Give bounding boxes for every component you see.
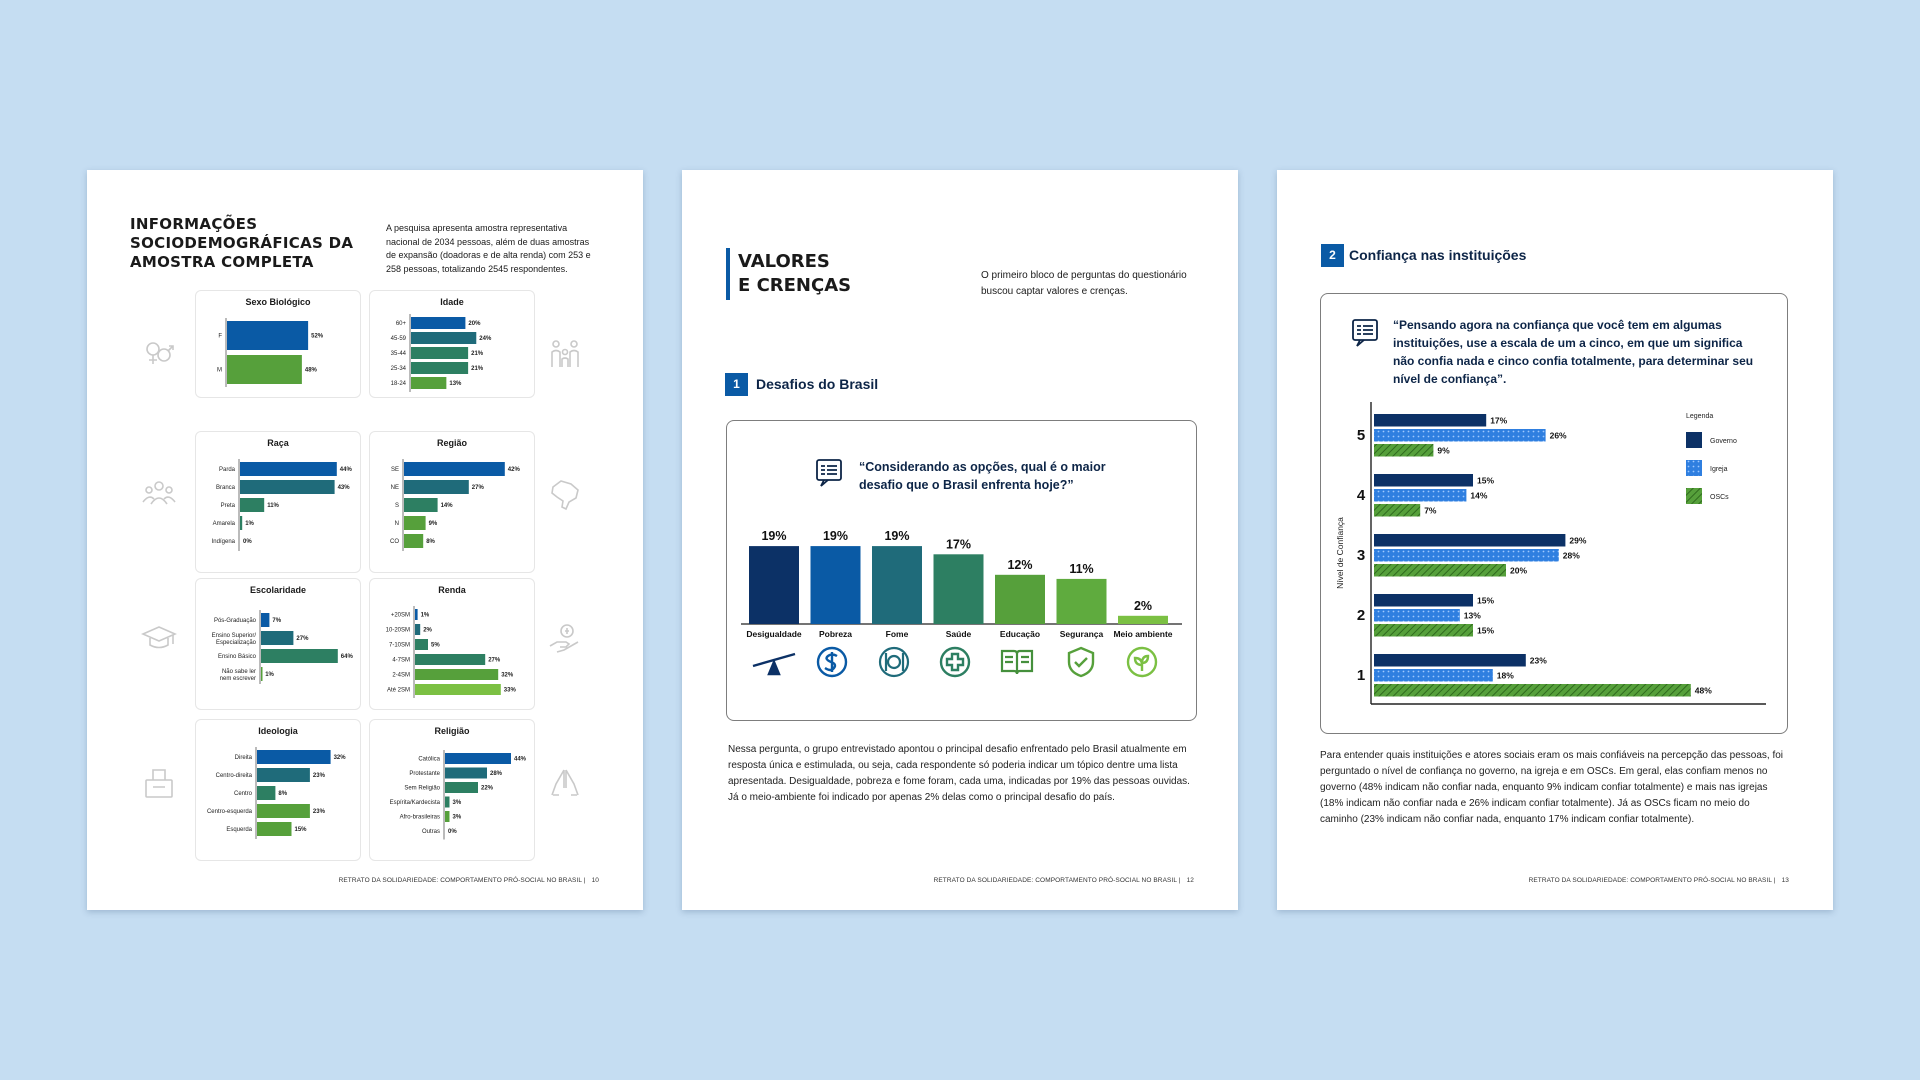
value-label: 22%	[481, 785, 494, 792]
category-label: Até 2SM	[386, 687, 410, 694]
value-label: 48%	[304, 367, 317, 374]
legend-swatch	[1686, 460, 1702, 476]
category-label: Centro-esquerda	[206, 809, 252, 815]
bar	[415, 684, 501, 695]
category-label: Fome	[885, 629, 909, 639]
value-label: 48%	[1694, 685, 1712, 696]
value-label: 27%	[471, 485, 484, 491]
chart-title: Ideologia	[258, 726, 298, 736]
level-label: 3	[1356, 547, 1366, 564]
health-cross-icon	[938, 645, 972, 684]
category-label: 35-44	[390, 351, 406, 357]
legend-label: Igreja	[1710, 466, 1728, 473]
seesaw-icon	[749, 644, 799, 683]
category-label: +20SM	[390, 612, 410, 619]
y-axis-label: Nível de Confiança	[1335, 517, 1345, 589]
dollar-icon	[815, 645, 849, 684]
chart-card-regiao	[369, 431, 535, 573]
bar-oscs	[1374, 504, 1420, 517]
category-label: Preta	[220, 503, 235, 509]
page-number: 12	[1186, 877, 1194, 884]
bar-igreja	[1374, 489, 1466, 502]
level-label: 4	[1356, 487, 1366, 504]
chart-title: Religião	[434, 726, 470, 736]
level-label: 1	[1356, 667, 1366, 684]
chart-title: Escolaridade	[249, 585, 307, 595]
page-title: INFORMAÇÕES SOCIODEMOGRÁFICAS DA AMOSTRA COMPLETA	[130, 215, 354, 271]
value-label: 0%	[243, 539, 252, 545]
value-label: 21%	[471, 366, 484, 372]
category-label: F	[218, 333, 222, 340]
shield-check-icon	[1064, 645, 1098, 684]
category-label: Direita	[234, 755, 252, 761]
category-label: Pobreza	[818, 629, 853, 639]
value-label: 32%	[501, 672, 514, 679]
bar-oscs	[1374, 564, 1506, 577]
category-label: SE	[390, 467, 399, 473]
category-label: Parda	[218, 467, 235, 473]
bar	[404, 480, 469, 494]
value-label: 8%	[426, 539, 435, 545]
bar	[1057, 579, 1107, 624]
value-label: 11%	[1069, 561, 1094, 576]
chart-card-renda	[369, 578, 535, 710]
value-label: 28%	[490, 771, 503, 777]
value-label: 52%	[311, 333, 324, 340]
legend-swatch	[1686, 488, 1702, 504]
value-label: 7%	[1424, 505, 1437, 516]
bar	[240, 498, 264, 512]
value-label: 9%	[1437, 445, 1450, 456]
chart-renda	[370, 579, 534, 709]
bar	[227, 355, 302, 384]
section-number-badge: 2	[1321, 244, 1344, 267]
value-label: 44%	[514, 756, 527, 763]
category-label: Sem Religião	[404, 785, 440, 792]
category-label: N	[394, 521, 399, 527]
bar	[445, 753, 511, 764]
category-label: Saúde	[945, 629, 972, 639]
bar-governo	[1374, 474, 1473, 487]
category-label: Centro-direita	[215, 773, 252, 779]
value-label: 28%	[1562, 550, 1580, 561]
category-label: Afro-brasileiras	[399, 814, 440, 821]
bar	[261, 649, 338, 663]
category-label: nem escrever	[219, 676, 256, 682]
bar	[404, 462, 505, 476]
category-label: Esquerda	[226, 827, 252, 833]
bar	[227, 321, 308, 350]
praying-hands-icon	[547, 765, 583, 801]
value-label: 5%	[431, 642, 440, 649]
bar	[411, 362, 468, 374]
bar	[261, 631, 293, 645]
bar	[257, 786, 275, 800]
value-label: 11%	[267, 503, 279, 509]
bar	[257, 822, 292, 836]
section-number-badge: 1	[725, 373, 748, 396]
value-label: 23%	[312, 773, 325, 779]
value-label: 20%	[468, 321, 481, 327]
bar	[445, 768, 487, 779]
category-label: Segurança	[1059, 629, 1104, 639]
value-label: 2%	[1133, 598, 1153, 613]
bar	[415, 654, 485, 665]
category-label: 45-59	[390, 336, 406, 342]
graduation-cap-icon	[141, 620, 177, 656]
page-sociodemographics	[87, 170, 643, 910]
category-label: Educação	[999, 629, 1041, 639]
value-label: 20%	[1510, 565, 1528, 576]
question-box	[726, 420, 1197, 721]
value-label: 44%	[339, 467, 352, 473]
bar	[872, 546, 922, 624]
value-label: 17%	[945, 537, 972, 552]
page-intro: O primeiro bloco de perguntas do questionário buscou captar valores e crenças.	[981, 270, 1187, 297]
value-label: 42%	[507, 467, 520, 473]
chart-title: Sexo Biológico	[245, 297, 311, 307]
chart-title: Idade	[440, 297, 464, 307]
bar	[445, 811, 450, 822]
value-label: 13%	[449, 381, 462, 387]
value-label: 3%	[452, 800, 462, 806]
plate-cutlery-icon	[877, 645, 911, 684]
category-label: Branca	[215, 485, 235, 491]
footer-text: RETRATO DA SOLIDARIEDADE: COMPORTAMENTO PRÓ-SOCIAL NO BRASIL |	[1528, 877, 1776, 884]
category-label: Especialização	[215, 640, 256, 646]
value-label: 64%	[340, 654, 353, 660]
value-label: 7%	[272, 618, 282, 624]
chart-raca	[196, 432, 360, 572]
body-paragraph: Para entender quais instituições e atores sociais eram os mais confiáveis na percepção das pessoas, foi perguntado o nível de confiança no governo, na igreja e em OSCs. Em geral, elas confiam menos no governo (48% indicam não confiar nada, enquanto 9% indicam confiar totalmente) e mais nas igrejas (18% indicam não confiar nada e 26% indicam confiar totalmente). Já as OSCs ficam no meio do caminho (23% indicam não confiar nada, enquanto 17% indicam confiar totalmente).	[1320, 750, 1784, 825]
people-group-icon	[141, 475, 177, 511]
category-label: Meio ambiente	[1113, 629, 1173, 639]
category-label: M	[217, 367, 222, 374]
family-icon	[547, 335, 583, 371]
category-label: NE	[390, 485, 399, 491]
value-label: 19%	[884, 529, 910, 544]
value-label: 23%	[312, 809, 325, 815]
category-label: Indígena	[211, 539, 235, 545]
bar	[415, 669, 498, 680]
category-label: 4-7SM	[392, 657, 410, 664]
value-label: 19%	[822, 529, 849, 544]
bar	[404, 498, 438, 512]
bar-igreja	[1374, 549, 1559, 562]
title-accent-bar	[726, 248, 730, 300]
page-footer	[339, 877, 599, 884]
bar	[445, 782, 478, 793]
question-text: “Pensando agora na confiança que você tem em algumas instituições, use a escala de um a cinco, em que um significa não confia nada e cinco confia totalmente, para determinar seu nível de confiança”.	[1393, 318, 1754, 386]
section-title: Desafios do Brasil	[756, 376, 879, 392]
category-label: 18-24	[390, 381, 406, 387]
value-label: 43%	[337, 485, 350, 491]
category-label: 60+	[395, 321, 406, 327]
chart-card-raca	[195, 431, 361, 573]
footer-text: RETRATO DA SOLIDARIEDADE: COMPORTAMENTO PRÓ-SOCIAL NO BRASIL |	[933, 877, 1181, 884]
page-number: 13	[1781, 877, 1789, 884]
category-label: Desigualdade	[746, 629, 802, 639]
value-label: 1%	[245, 521, 254, 527]
bar-governo	[1374, 414, 1486, 427]
value-label: 8%	[278, 791, 288, 797]
bar	[261, 667, 263, 681]
value-label: 32%	[333, 755, 346, 761]
chart-escolaridade	[196, 579, 360, 709]
category-label: Católica	[418, 756, 440, 763]
category-label: 10-20SM	[385, 627, 410, 634]
category-label: Não sabe ler	[221, 669, 256, 675]
value-label: 26%	[1549, 430, 1567, 441]
page-valores-crencas	[682, 170, 1238, 910]
legend-swatch	[1686, 432, 1702, 448]
bar	[934, 554, 984, 624]
bar-oscs	[1374, 624, 1473, 637]
category-label: 2-4SM	[392, 672, 410, 679]
chart-card-religiao	[369, 719, 535, 861]
chart-title: Região	[436, 438, 467, 448]
chart-sexo	[196, 291, 360, 397]
category-label: Ensino Superior/	[211, 633, 256, 639]
legend-title: Legenda	[1686, 413, 1714, 420]
bar-oscs	[1374, 684, 1691, 697]
brazil-map-icon	[547, 475, 583, 511]
bar	[411, 332, 476, 344]
value-label: 24%	[479, 336, 492, 342]
title-line2: E CRENÇAS	[738, 275, 852, 296]
category-label: Pós-Graduação	[213, 618, 256, 624]
page-title	[738, 250, 851, 298]
value-label: 1%	[265, 672, 274, 678]
category-label: 7-10SM	[388, 642, 410, 649]
value-label: 21%	[471, 351, 484, 357]
title-line1: VALORES	[738, 251, 830, 272]
page-number: 10	[591, 877, 599, 884]
bar-igreja	[1374, 669, 1493, 682]
value-label: 15%	[294, 827, 307, 833]
value-label: 2%	[423, 627, 432, 634]
chart-ideologia	[196, 720, 360, 860]
bar	[411, 347, 468, 359]
legend-label: OSCs	[1710, 494, 1729, 501]
chart-title: Raça	[267, 438, 289, 448]
ballot-box-icon	[141, 765, 177, 801]
level-label: 2	[1356, 607, 1366, 624]
bar	[811, 546, 861, 624]
bar-governo	[1374, 654, 1526, 667]
bar	[261, 613, 269, 627]
value-label: 13%	[1463, 610, 1481, 621]
value-label: 15%	[1477, 625, 1495, 636]
value-label: 18%	[1496, 670, 1514, 681]
bar	[749, 546, 799, 624]
value-label: 15%	[1477, 595, 1495, 606]
category-label: CO	[390, 539, 399, 545]
leaf-icon	[1125, 645, 1159, 684]
bar	[415, 639, 428, 650]
bar	[445, 797, 450, 808]
chart-confianca	[1321, 294, 1787, 733]
value-label: 9%	[428, 521, 438, 527]
body-paragraph: Nessa pergunta, o grupo entrevistado apontou o principal desafio enfrentado pelo Brasil atualmente em resposta única e estimulada, ou seja, cada respondente só poderia indicar um tópico dentre uma lista apresentada. Desigualdade, pobreza e fome foram, cada uma, indicadas por 19% das pessoas ouvidas. Já o meio-ambiente foi indicado por apenas 2% delas como o principal desafio do país.	[728, 744, 1190, 803]
value-label: 1%	[420, 612, 430, 619]
bar	[240, 480, 335, 494]
bar	[415, 609, 418, 620]
chart-regiao	[370, 432, 534, 572]
footer-text: RETRATO DA SOLIDARIEDADE: COMPORTAMENTO PRÓ-SOCIAL NO BRASIL |	[338, 877, 586, 884]
bar	[411, 317, 465, 329]
bar	[995, 575, 1045, 624]
bar-oscs	[1374, 444, 1433, 457]
bar-igreja	[1374, 429, 1546, 442]
value-label: 14%	[440, 503, 453, 509]
value-label: 12%	[1007, 557, 1033, 572]
section-title: Confiança nas instituições	[1349, 247, 1527, 263]
question-text: “Considerando as opções, qual é o maior desafio que o Brasil enfrenta hoje?”	[859, 460, 1106, 492]
bar	[257, 750, 331, 764]
bar-igreja	[1374, 609, 1460, 622]
money-hand-icon	[547, 620, 583, 656]
category-label: Espírita/Kardecista	[389, 800, 440, 806]
bar-governo	[1374, 594, 1473, 607]
bar	[411, 377, 446, 389]
book-icon	[999, 645, 1035, 684]
bar	[240, 462, 337, 476]
gender-icon	[141, 335, 177, 371]
chart-idade	[370, 291, 534, 397]
chart-religiao	[370, 720, 534, 860]
value-label: 29%	[1569, 535, 1587, 546]
level-label: 5	[1356, 427, 1366, 444]
category-label: Amarela	[212, 521, 235, 527]
value-label: 15%	[1477, 475, 1495, 486]
value-label: 3%	[452, 814, 462, 821]
bar	[404, 516, 426, 530]
chart-card-escolaridade	[195, 578, 361, 710]
category-label: 25-34	[390, 366, 406, 372]
bar	[404, 534, 423, 548]
value-label: 23%	[1529, 655, 1547, 666]
chart-card-sexo	[195, 290, 361, 398]
bar	[1118, 616, 1168, 624]
value-label: 0%	[448, 829, 457, 835]
chart-title: Renda	[438, 585, 466, 595]
category-label: Protestante	[409, 771, 440, 777]
value-label: 27%	[296, 636, 309, 642]
page-confianca	[1277, 170, 1833, 910]
bar	[257, 768, 310, 782]
bar-governo	[1374, 534, 1565, 547]
value-label: 27%	[488, 657, 501, 664]
value-label: 17%	[1490, 415, 1508, 426]
value-label: 19%	[761, 529, 787, 544]
page-footer	[1529, 877, 1789, 884]
question-box	[1320, 293, 1788, 734]
value-label: 33%	[503, 687, 516, 694]
chart-card-ideologia	[195, 719, 361, 861]
category-label: S	[394, 503, 399, 509]
legend-label: Governo	[1710, 438, 1737, 445]
page-footer	[934, 877, 1194, 884]
value-label: 14%	[1470, 490, 1488, 501]
bar	[415, 624, 420, 635]
page-intro: A pesquisa apresenta amostra representativa nacional de 2034 pessoas, além de duas amostras de expansão (doadoras e de alta renda) com 253 e 258 pessoas, totalizando 2545 respondentes.	[386, 223, 591, 274]
bar	[240, 516, 242, 530]
category-label: Centro	[233, 791, 252, 797]
bar	[257, 804, 310, 818]
category-label: Outras	[421, 829, 440, 835]
chart-card-idade	[369, 290, 535, 398]
category-label: Ensino Básico	[217, 654, 256, 660]
